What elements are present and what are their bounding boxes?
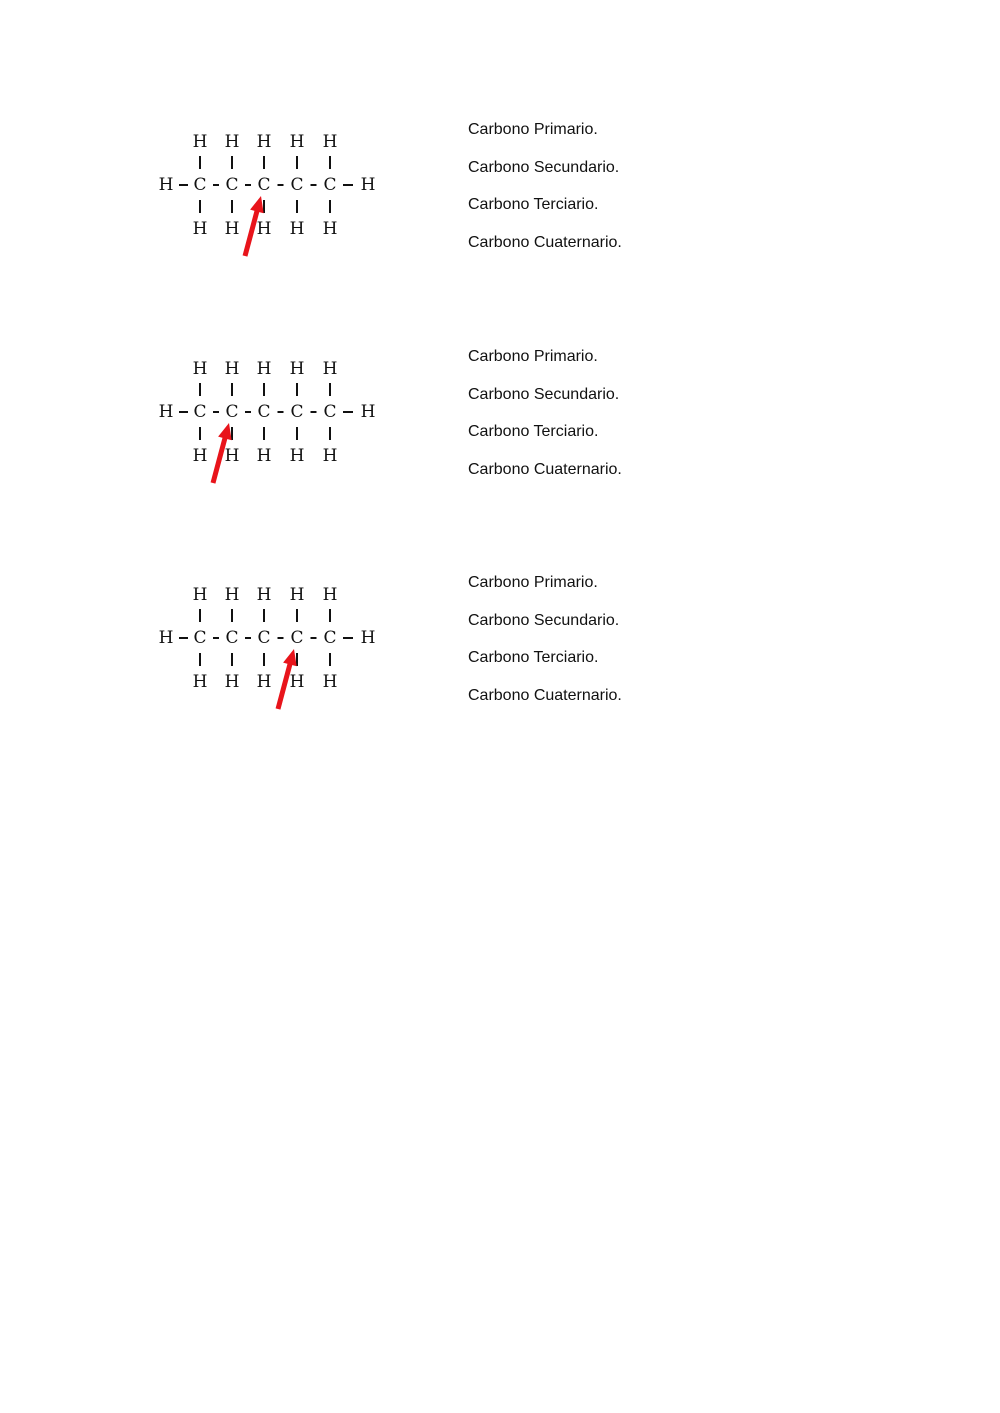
- option-cuaternario[interactable]: Carbono Cuaternario.: [468, 461, 622, 479]
- hydrogen-atom: H: [224, 585, 240, 605]
- pentane-structure: [150, 120, 390, 270]
- arrow-shaft: [278, 663, 290, 709]
- option-cuaternario[interactable]: Carbono Cuaternario.: [468, 687, 622, 705]
- option-secundario[interactable]: Carbono Secundario.: [468, 158, 620, 176]
- structural-formula: [150, 120, 390, 270]
- carbon-atom: C: [193, 175, 207, 195]
- hydrogen-atom: H: [224, 219, 240, 239]
- carbon-atom: C: [257, 402, 271, 422]
- hydrogen-atom: H: [256, 672, 272, 692]
- option-secundario[interactable]: Carbono Secundario.: [468, 385, 620, 403]
- hydrogen-atom: H: [322, 672, 338, 692]
- carbon-atom: C: [257, 628, 271, 648]
- structural-formula: [150, 573, 390, 723]
- carbon-atom: C: [323, 402, 337, 422]
- carbon-atom: C: [193, 402, 207, 422]
- structural-formula: [150, 347, 390, 497]
- carbon-atom: C: [323, 628, 337, 648]
- hydrogen-atom: H: [256, 359, 272, 379]
- answer-options: [468, 573, 768, 724]
- exercise-2: [0, 347, 1000, 547]
- arrow-head-icon: [250, 196, 264, 213]
- hydrogen-atom: H: [224, 672, 240, 692]
- carbon-atom: C: [193, 628, 207, 648]
- hydrogen-atom: H: [360, 402, 376, 422]
- option-primario[interactable]: Carbono Primario.: [468, 574, 598, 591]
- hydrogen-atom: H: [289, 359, 305, 379]
- hydrogen-atom: H: [360, 628, 376, 648]
- arrow-shaft: [213, 437, 225, 483]
- hydrogen-atom: H: [256, 132, 272, 152]
- exercise-3: [0, 573, 1000, 773]
- hydrogen-atom: H: [322, 446, 338, 466]
- option-primario[interactable]: Carbono Primario.: [468, 121, 598, 138]
- carbon-atom: C: [225, 402, 239, 422]
- carbon-atom: C: [290, 628, 304, 648]
- hydrogen-atom: H: [289, 585, 305, 605]
- hydrogen-atom: H: [322, 585, 338, 605]
- hydrogen-atom: H: [192, 672, 208, 692]
- hydrogen-atom: H: [289, 219, 305, 239]
- carbon-atom: C: [257, 175, 271, 195]
- hydrogen-atom: H: [360, 175, 376, 195]
- hydrogen-atom: H: [289, 672, 305, 692]
- carbon-atom: C: [225, 628, 239, 648]
- hydrogen-atom: H: [289, 446, 305, 466]
- hydrogen-atom: H: [224, 446, 240, 466]
- arrow-head-icon: [218, 423, 232, 440]
- carbon-atom: C: [290, 402, 304, 422]
- hydrogen-atom: H: [322, 132, 338, 152]
- hydrogen-atom: H: [256, 585, 272, 605]
- hydrogen-atom: H: [256, 219, 272, 239]
- hydrogen-atom: H: [322, 219, 338, 239]
- hydrogen-atom: H: [192, 359, 208, 379]
- hydrogen-atom: H: [224, 132, 240, 152]
- carbon-atom: C: [323, 175, 337, 195]
- option-terciario[interactable]: Carbono Terciario.: [468, 196, 599, 214]
- hydrogen-atom: H: [192, 132, 208, 152]
- hydrogen-atom: H: [158, 628, 174, 648]
- exercise-1: [0, 120, 1000, 320]
- hydrogen-atom: H: [158, 175, 174, 195]
- hydrogen-atom: H: [192, 585, 208, 605]
- pentane-structure: [150, 573, 390, 723]
- hydrogen-atom: H: [256, 446, 272, 466]
- arrow-shaft: [245, 210, 257, 256]
- option-secundario[interactable]: Carbono Secundario.: [468, 611, 620, 629]
- carbon-atom: C: [290, 175, 304, 195]
- option-terciario[interactable]: Carbono Terciario.: [468, 649, 599, 667]
- option-terciario[interactable]: Carbono Terciario.: [468, 423, 599, 441]
- hydrogen-atom: H: [192, 219, 208, 239]
- hydrogen-atom: H: [322, 359, 338, 379]
- hydrogen-atom: H: [192, 446, 208, 466]
- hydrogen-atom: H: [158, 402, 174, 422]
- answer-options: [468, 347, 768, 498]
- arrow-head-icon: [283, 649, 297, 666]
- answer-options: [468, 120, 768, 271]
- option-cuaternario[interactable]: Carbono Cuaternario.: [468, 234, 622, 252]
- carbon-atom: C: [225, 175, 239, 195]
- option-primario[interactable]: Carbono Primario.: [468, 348, 598, 365]
- pentane-structure: [150, 347, 390, 497]
- hydrogen-atom: H: [224, 359, 240, 379]
- hydrogen-atom: H: [289, 132, 305, 152]
